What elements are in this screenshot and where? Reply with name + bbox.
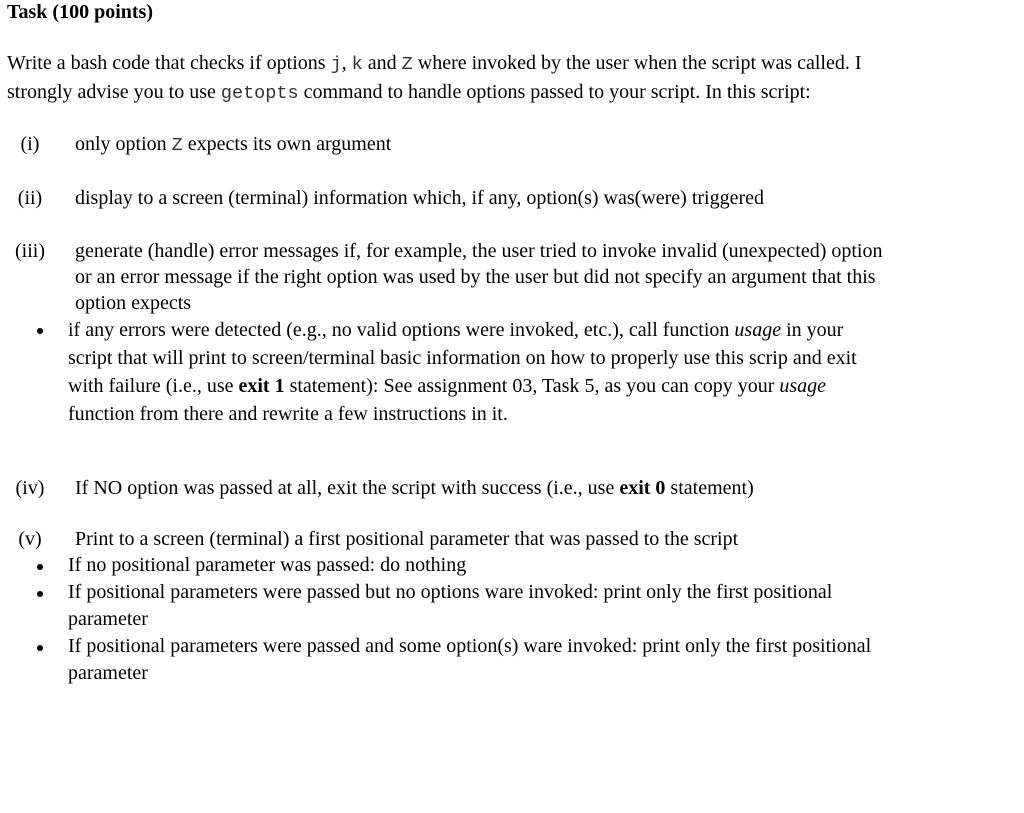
exit-0-statement: exit 0: [619, 477, 666, 499]
exit-1-statement: exit 1: [238, 375, 285, 397]
list-item: [0, 633, 883, 687]
bullet-dot-icon: [37, 564, 43, 570]
bullet-dot-icon: [37, 591, 43, 597]
bullet-text-2: in your script that will print to screen/terminal basic information on how to properly use this scrip and exit with failure (i.e., use: [68, 319, 857, 397]
bullet-text-3: statement): See assignment 03, Task 5, as you can copy your: [284, 375, 780, 397]
item-number: (iii): [15, 240, 45, 262]
intro-text-2: where invoked by the user when the script was called. I strongly advise you to use: [7, 52, 862, 103]
item-text: display to a screen (terminal) information which, if any, option(s) was(were) triggered: [75, 187, 765, 209]
option-z-code: Z: [401, 54, 413, 75]
item-number: (v): [18, 528, 42, 550]
sub-bullet-list: [68, 316, 890, 428]
option-k-code: k: [351, 54, 363, 75]
bullet-text-1: if any errors were detected (e.g., no valid options were invoked, etc.), call function: [68, 319, 735, 341]
option-j-code: j: [330, 54, 342, 75]
item-text: Print to a screen (terminal) a first positional parameter that was passed to the script: [75, 528, 739, 550]
bullet-text-4: function from there and rewrite a few instructions in it.: [68, 403, 508, 425]
usage-function-name: usage: [734, 319, 782, 341]
bullet-text: If positional parameters were passed but no options ware invoked: print only the first positional parameter: [68, 581, 833, 630]
item-text: generate (handle) error messages if, for example, the user tried to invoke invalid (unexpected) option or an error message if the right option was used by the user but did not specify an argument that this option expects: [75, 240, 883, 314]
item-text-block: [68, 238, 890, 428]
intro-text-3: command to handle options passed to your script. In this script:: [298, 80, 811, 103]
item-text-post: expects its own argument: [182, 133, 392, 155]
bullet-dot-icon: [37, 328, 43, 334]
intro-comma: ,: [341, 52, 352, 74]
option-z-code: Z: [171, 135, 183, 156]
list-item: [0, 579, 883, 633]
item-number: (ii): [17, 187, 43, 209]
item-text: [75, 131, 890, 159]
bullet-dot-icon: [37, 645, 43, 651]
item-number: (i): [20, 133, 40, 155]
intro-text-1: Write a bash code that checks if options: [7, 52, 331, 74]
getopts-code: getopts: [220, 82, 299, 104]
intro-paragraph: [7, 50, 897, 107]
sub-bullet-list: [68, 552, 890, 687]
item-number: (iv): [15, 477, 45, 499]
bullet-text: If positional parameters were passed and some option(s) ware invoked: print only the first positional parameter: [68, 635, 872, 684]
usage-function-name: usage: [779, 375, 827, 397]
task-title: Task (100 points): [7, 1, 153, 23]
list-item: [0, 316, 883, 428]
item-text-pre: If NO option was passed at all, exit the script with success (i.e., use: [75, 477, 620, 499]
list-item: [0, 552, 883, 579]
item-text: [75, 475, 890, 501]
item-text-block: [68, 526, 890, 687]
bullet-text: If no positional parameter was passed: do nothing: [68, 554, 467, 576]
item-text-post: statement): [665, 477, 754, 499]
item-text-pre: only option: [75, 133, 172, 155]
intro-and: and: [362, 52, 402, 74]
